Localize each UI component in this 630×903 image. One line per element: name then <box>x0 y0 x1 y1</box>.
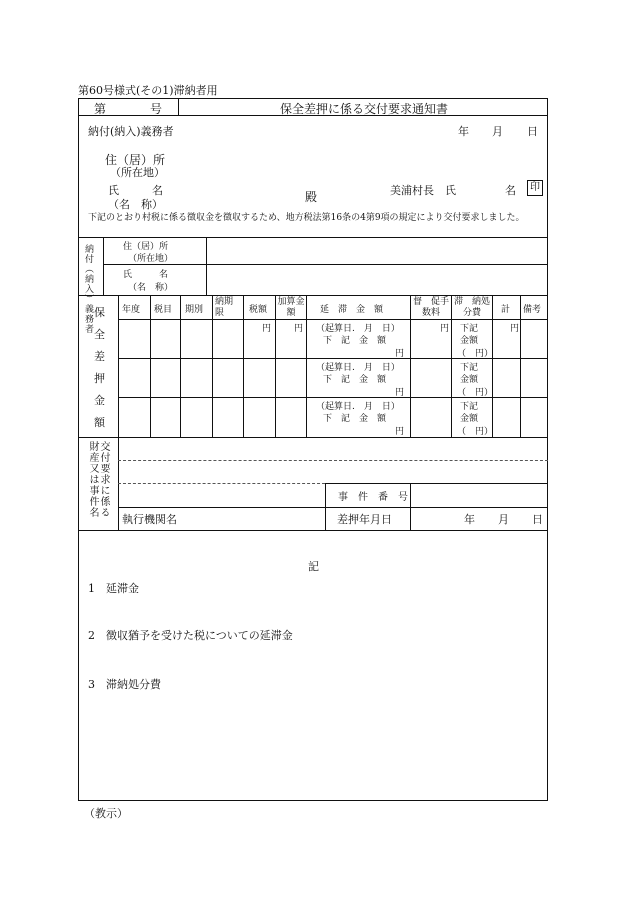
delinquent-yen: 円 <box>395 388 405 398</box>
yen-mark: 円 <box>294 324 304 334</box>
delinquent-yen: 円 <box>395 349 405 359</box>
header-delinquent: 延 滞 金 額 <box>320 305 384 315</box>
divider <box>212 295 213 437</box>
divider <box>78 530 548 531</box>
divider <box>78 437 548 438</box>
disposal-line: 金額 <box>460 414 479 424</box>
seizure-day: 日 <box>532 513 543 526</box>
obligor-address: 住（居）所 <box>123 242 169 252</box>
delinquent-below: 下 記 金 額 <box>323 414 387 424</box>
divider <box>410 295 411 437</box>
notice-text: 下記のとおり村税に係る徴収金を徴収するため、地方税法第16条の4第9項の規定により交付要求しました。 <box>88 213 525 223</box>
header-disposal: 滞 納処分費 <box>453 297 490 318</box>
divider <box>410 483 411 530</box>
divider <box>78 237 548 238</box>
divider <box>180 295 181 437</box>
header-total: 計 <box>501 305 511 315</box>
seizure-year: 年 <box>464 513 475 526</box>
divider <box>325 483 326 530</box>
name-label: 氏 名 <box>108 184 163 197</box>
disposal-line: （ 円） <box>457 349 494 359</box>
seizure-date-label: 差押年月日 <box>337 513 392 526</box>
honorific: 殿 <box>305 190 318 204</box>
side-label-char: 額 <box>94 416 105 429</box>
disposal-line: （ 円） <box>457 388 494 398</box>
seizure-month: 月 <box>498 513 509 526</box>
note-item-1: 1 延滞金 <box>88 582 139 595</box>
yen-mark: 円 <box>262 324 272 334</box>
divider <box>178 98 179 115</box>
divider <box>118 507 548 508</box>
divider <box>325 483 548 484</box>
header-tax-item: 税目 <box>154 305 173 315</box>
case-number-label: 事 件 番 号 <box>338 492 408 503</box>
header-remarks: 備考 <box>523 305 542 315</box>
disposal-line: 下記 <box>460 402 479 412</box>
mayor-mei: 名 <box>505 184 516 197</box>
disposal-line: 金額 <box>460 375 479 385</box>
divider <box>118 295 119 530</box>
header-period: 期別 <box>185 305 204 315</box>
side-label-char: 押 <box>94 372 105 385</box>
address-label: 住（居）所 <box>105 153 166 167</box>
yen-mark: 円 <box>510 324 520 334</box>
side-label-char: 全 <box>94 328 105 341</box>
header-surcharge: 加算金額 <box>277 297 305 318</box>
divider <box>275 295 276 437</box>
delinquent-below: 下 記 金 額 <box>323 375 387 385</box>
divider <box>103 264 548 265</box>
divider <box>103 237 104 295</box>
disposal-line: 下記 <box>460 363 479 373</box>
divider <box>243 295 244 437</box>
divider <box>118 319 548 320</box>
address-sub-label: （所在地） <box>110 166 165 179</box>
divider <box>150 295 151 437</box>
obligor-label: 納付(納入)義務者 <box>88 125 174 138</box>
divider <box>451 295 452 437</box>
yen-mark: 円 <box>440 324 450 334</box>
document-title: 保全差押に係る交付要求通知書 <box>280 102 449 116</box>
header-due-date: 納期限 <box>215 297 234 318</box>
delinquent-start: （起算日. 月 日） <box>316 324 400 334</box>
obligor-vertical-label: 納付（納入）義務者 <box>83 244 93 334</box>
date-month: 月 <box>492 125 503 138</box>
divider <box>78 295 548 296</box>
dashed-line <box>118 483 325 484</box>
header-tax-amount: 税額 <box>249 305 268 315</box>
name-sub-label: （名 称） <box>108 198 163 211</box>
side-label-char: 差 <box>94 350 105 363</box>
agency-label: 執行機関名 <box>122 513 177 526</box>
footer-instruction: （教示） <box>84 807 128 820</box>
delinquent-yen: 円 <box>395 427 405 437</box>
note-item-3: 3 滞納処分費 <box>88 678 161 691</box>
date-day: 日 <box>527 125 538 138</box>
obligor-name: 氏 名 <box>123 270 169 280</box>
note-item-2: 2 徴収猶予を受けた税についての延滞金 <box>88 629 293 642</box>
side-label-char: 金 <box>94 394 105 407</box>
obligor-name-sub: （名 称） <box>128 283 174 293</box>
header-year: 年度 <box>122 305 141 315</box>
date-year: 年 <box>458 125 469 138</box>
divider <box>520 295 521 437</box>
number-left: 第 <box>94 102 107 116</box>
mayor-name: 美浦村長 氏 <box>390 184 456 197</box>
seal-stamp: 印 <box>527 180 543 196</box>
divider <box>492 295 493 437</box>
disposal-line: 金額 <box>460 336 479 346</box>
header-demand-fee: 督 促手数料 <box>412 297 449 318</box>
side-label-char: 保 <box>94 306 105 319</box>
divider <box>206 237 207 295</box>
ki-label: 記 <box>308 560 319 573</box>
delinquent-below: 下 記 金 額 <box>323 336 387 346</box>
disposal-line: 下記 <box>460 324 479 334</box>
dashed-line <box>118 460 548 461</box>
disposal-line: （ 円） <box>457 427 494 437</box>
property-vertical-label: 交付要求に係る財産又は事件名 <box>87 441 109 518</box>
delinquent-start: （起算日. 月 日） <box>316 363 400 373</box>
divider <box>306 295 307 437</box>
number-right: 号 <box>150 102 163 116</box>
form-title: 第60号様式(その1)滞納者用 <box>78 84 218 97</box>
obligor-address-sub: （所在地） <box>128 254 174 264</box>
delinquent-start: （起算日. 月 日） <box>316 402 400 412</box>
